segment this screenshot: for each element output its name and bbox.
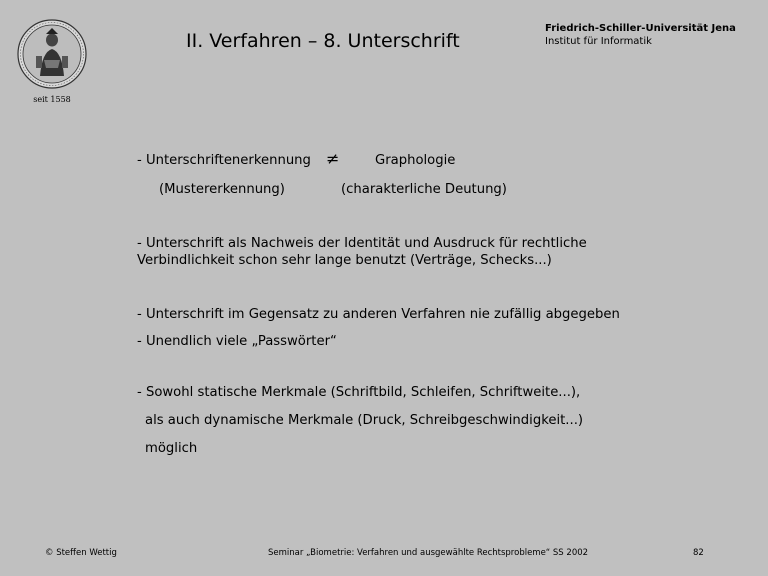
not-equal-icon: ≠ xyxy=(326,149,340,168)
footer-copyright: © Steffen Wettig xyxy=(45,548,117,558)
footer-page-number: 82 xyxy=(693,548,704,558)
line-signature-recognition: - Unterschriftenerkennung xyxy=(137,153,311,168)
para-features-line3: möglich xyxy=(145,441,198,456)
slide-title: II. Verfahren – 8. Unterschrift xyxy=(186,30,460,52)
para-passwords: - Unendlich viele „Passwörter“ xyxy=(137,334,337,349)
institute-name: Institut für Informatik xyxy=(545,36,652,47)
university-name: Friedrich-Schiller-Universität Jena xyxy=(545,23,736,34)
para-identity-line1: - Unterschrift als Nachweis der Identität und Ausdruck für rechtliche xyxy=(137,236,587,251)
line-character-interpretation: (charakterliche Deutung) xyxy=(341,182,507,197)
footer-seminar: Seminar „Biometrie: Verfahren und ausgewählte Rechtsprobleme“ SS 2002 xyxy=(268,548,589,558)
para-identity-line2: Verbindlichkeit schon sehr lange benutzt (Verträge, Schecks...) xyxy=(137,253,552,268)
university-block xyxy=(545,22,736,48)
para-features-line1: - Sowohl statische Merkmale (Schriftbild, Schleifen, Schriftweite...), xyxy=(137,385,581,400)
line-graphology: Graphologie xyxy=(375,153,456,168)
line-pattern-recognition: (Mustererkennung) xyxy=(159,182,285,197)
logo-caption: seit 1558 xyxy=(33,95,71,104)
university-seal-logo xyxy=(16,16,92,104)
para-features-line2: als auch dynamische Merkmale (Druck, Schreibgeschwindigkeit...) xyxy=(145,413,584,428)
para-not-random: - Unterschrift im Gegensatz zu anderen Verfahren nie zufällig abgegeben xyxy=(137,307,620,322)
